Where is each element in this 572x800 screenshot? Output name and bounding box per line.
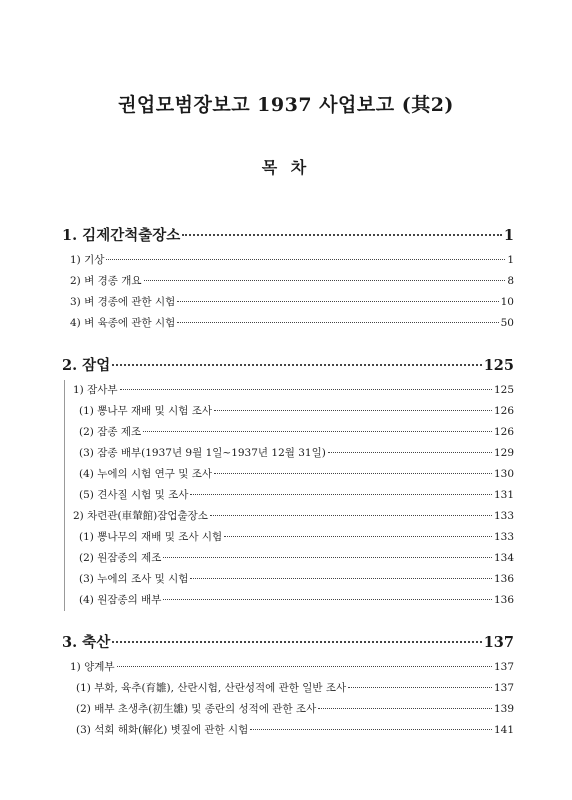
- toc-entry-page-number: 131: [493, 489, 514, 501]
- leader-dots: [143, 431, 492, 432]
- table-of-contents: [62, 222, 514, 741]
- toc-entry-page-number: 137: [493, 661, 514, 673]
- toc-entry-label: (1) 부화, 육추(育雛), 산란시험, 산란성적에 관한 일반 조사: [76, 682, 347, 694]
- leader-dots: [120, 389, 492, 390]
- leader-dots: [112, 641, 482, 643]
- toc-entry: [62, 271, 514, 292]
- toc-entry-page-number: 137: [493, 682, 514, 694]
- toc-entry: [62, 292, 514, 313]
- toc-entry-label: (4) 누에의 시험 연구 및 조사: [79, 468, 212, 480]
- leader-dots: [214, 410, 492, 411]
- leader-dots: [190, 578, 492, 579]
- toc-entry-page-number: 129: [493, 447, 514, 459]
- toc-section-heading-label: 1. 김제간척출장소: [62, 227, 181, 244]
- toc-entry-label: (3) 석회 해화(解化) 볏짚에 관한 시험: [76, 724, 249, 736]
- toc-entry-page-number: 133: [493, 531, 514, 543]
- toc-entry-label: (3) 잠종 배부(1937년 9월 1일~1937년 12월 31일): [79, 447, 326, 459]
- toc-entry: [62, 678, 514, 699]
- toc-entry-label: 1) 양계부: [70, 661, 115, 673]
- toc-entry-label: (3) 누에의 조사 및 시험: [79, 573, 189, 585]
- toc-section-heading-label: 2. 잠업: [62, 357, 111, 374]
- toc-entry-page-number: 133: [493, 510, 514, 522]
- toc-entry-label: 2) 벼 경종 개요: [70, 275, 142, 287]
- leader-dots: [250, 729, 492, 730]
- toc-entry: [62, 313, 514, 334]
- leader-dots: [318, 708, 492, 709]
- toc-entry: [65, 422, 514, 443]
- toc-entry-page-number: 8: [507, 275, 514, 287]
- toc-entry: [65, 464, 514, 485]
- toc-heading: 목 차: [261, 158, 311, 177]
- toc-entry-label: (1) 뽕나무 재배 및 시험 조사: [79, 405, 212, 417]
- toc-section-items: [62, 250, 514, 334]
- toc-section-items: [62, 657, 514, 741]
- toc-entry: [65, 506, 514, 527]
- toc-entry: [65, 401, 514, 422]
- toc-entry-label: 2) 차련관(車輦館)잠업출장소: [73, 510, 208, 522]
- toc-entry: [65, 590, 514, 611]
- toc-entry-label: (5) 견사질 시험 및 조사: [79, 489, 189, 501]
- toc-section-heading-label: 3. 축산: [62, 634, 111, 651]
- toc-entry: [65, 443, 514, 464]
- toc-entry-label: (2) 잠종 제조: [79, 426, 142, 438]
- leader-dots: [348, 687, 492, 688]
- toc-entry: [62, 699, 514, 720]
- toc-entry: [65, 485, 514, 506]
- toc-entry-page-number: 10: [500, 296, 514, 308]
- toc-entry: [62, 657, 514, 678]
- toc-entry: [62, 720, 514, 741]
- toc-entry-page-number: 136: [493, 594, 514, 606]
- toc-entry-page-number: 125: [493, 384, 514, 396]
- section-spacer: [62, 334, 514, 352]
- toc-entry-page-number: 1: [507, 254, 514, 266]
- leader-dots: [106, 259, 505, 260]
- toc-entry-label: (2) 배부 초생추(初生雛) 및 종란의 성적에 관한 조사: [76, 703, 317, 715]
- toc-entry: [65, 548, 514, 569]
- section-spacer: [62, 611, 514, 629]
- toc-entry: [62, 250, 514, 271]
- leader-dots: [214, 473, 492, 474]
- document-title: 권업모범장보고 1937 사업보고 (其2): [118, 94, 454, 116]
- toc-section-heading: [62, 352, 514, 380]
- toc-entry-label: (4) 원잠종의 배부: [79, 594, 162, 606]
- toc-section-heading: [62, 629, 514, 657]
- leader-dots: [328, 452, 492, 453]
- toc-entry: [65, 380, 514, 401]
- toc-section-heading: [62, 222, 514, 250]
- leader-dots: [224, 536, 492, 537]
- leader-dots: [182, 234, 502, 236]
- toc-entry-page-number: 50: [500, 317, 514, 329]
- toc-section-items: [64, 380, 514, 611]
- toc-section-heading-page-number: 137: [483, 634, 514, 651]
- toc-entry-label: 3) 벼 경종에 관한 시험: [70, 296, 176, 308]
- toc-entry-page-number: 136: [493, 573, 514, 585]
- toc-entry: [65, 569, 514, 590]
- leader-dots: [177, 322, 498, 323]
- toc-entry-page-number: 141: [493, 724, 514, 736]
- toc-entry-page-number: 126: [493, 405, 514, 417]
- leader-dots: [210, 515, 492, 516]
- toc-entry-label: 1) 잠사부: [73, 384, 118, 396]
- leader-dots: [112, 364, 482, 366]
- toc-entry-label: (2) 원잠종의 제조: [79, 552, 162, 564]
- leader-dots: [190, 494, 492, 495]
- leader-dots: [177, 301, 498, 302]
- toc-entry-page-number: 134: [493, 552, 514, 564]
- toc-entry-label: (1) 뽕나무의 재배 및 조사 시험: [79, 531, 223, 543]
- toc-entry-page-number: 139: [493, 703, 514, 715]
- toc-entry: [65, 527, 514, 548]
- leader-dots: [117, 666, 492, 667]
- toc-section-heading-page-number: 125: [483, 357, 514, 374]
- toc-section-heading-page-number: 1: [503, 227, 514, 244]
- toc-entry-label: 4) 벼 육종에 관한 시험: [70, 317, 176, 329]
- toc-entry-page-number: 130: [493, 468, 514, 480]
- toc-entry-label: 1) 기상: [70, 254, 105, 266]
- leader-dots: [144, 280, 506, 281]
- leader-dots: [163, 599, 492, 600]
- toc-entry-page-number: 126: [493, 426, 514, 438]
- leader-dots: [163, 557, 492, 558]
